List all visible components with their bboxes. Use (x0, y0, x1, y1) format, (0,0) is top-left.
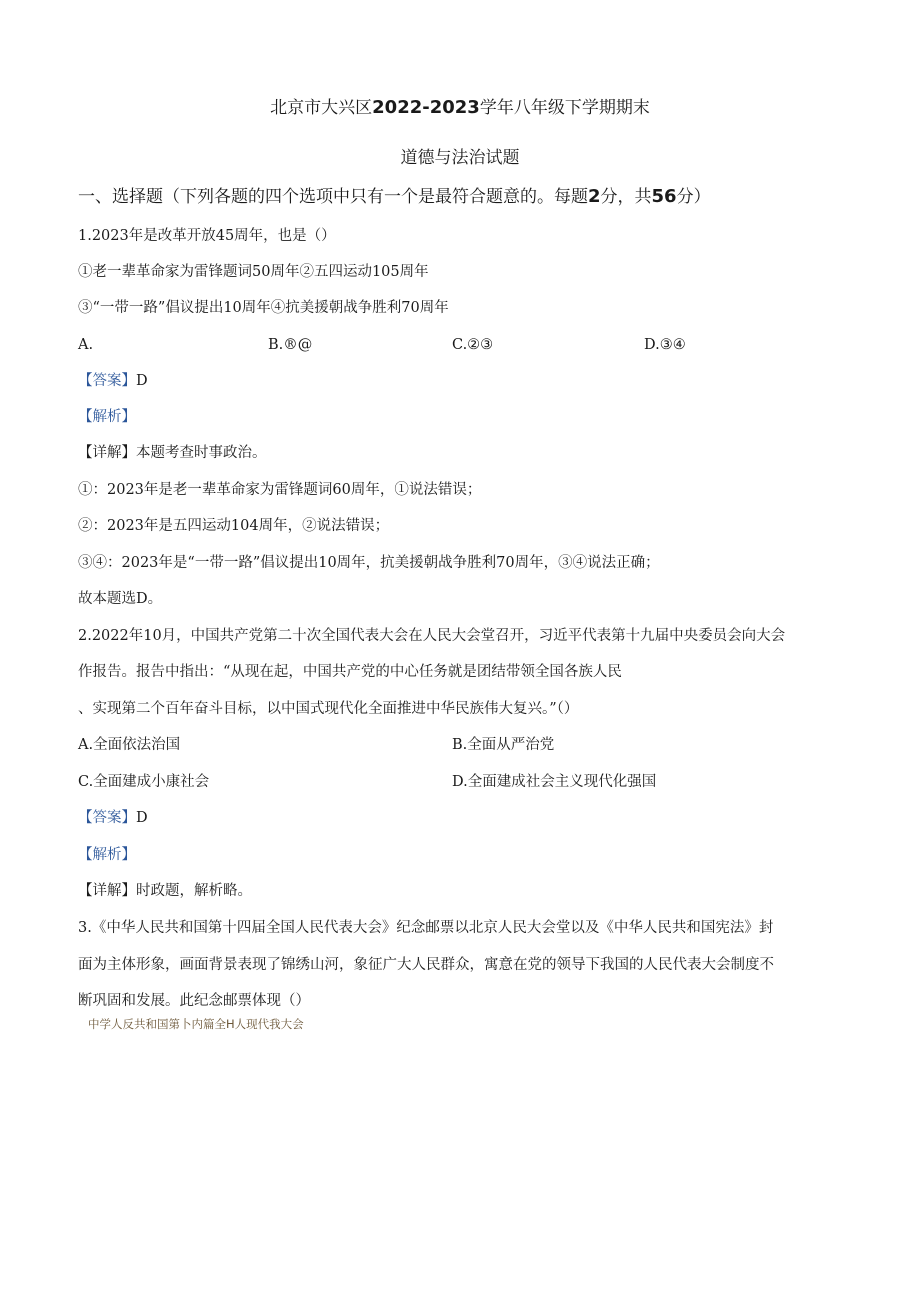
q1-option-b: B.®@ (268, 337, 313, 353)
q1-answer (78, 371, 148, 391)
q2-option-d: D.全面建成社会主义现代化强国 (452, 774, 657, 790)
q1-detail-tag: 【详解】 (78, 445, 136, 461)
q2-analysis-tag: 【解析】 (78, 847, 136, 863)
section-heading (78, 184, 711, 210)
q1-analysis-tag: 【解析】 (78, 409, 136, 425)
q2-answer (78, 808, 148, 828)
q2-stem-line-1: 2.2022年10月，中国共产党第二十次全国代表大会在人民大会堂召开，习近平代表第十九届中央委员会向大会 (78, 628, 786, 644)
q2-detail-text: 时政题，解析略。 (136, 883, 252, 899)
title-years: 2022-2023 (372, 97, 480, 118)
q1-option-c: C.②③ (452, 337, 494, 353)
section-suffix: 分） (676, 187, 711, 207)
section-total-score: 56 (651, 186, 677, 207)
exam-subtitle: 道德与法治试题 (400, 148, 520, 168)
stamp-image-caption: 中学人反共和国第卜内篇全H人现代我大会 (88, 1017, 304, 1031)
q3-stem-line-2: 面为主体形象，画面背景表现了锦绣山河，象征广大人民群众，寓意在党的领导下我国的人民代表大会制度不 (78, 957, 774, 973)
q1-detail-intro: 本题考查时事政治。 (136, 445, 267, 461)
section-mid: 分，共 (600, 187, 652, 207)
q1-item-2: ③“一带一路”倡议提出10周年④抗美援朝战争胜利70周年 (78, 300, 449, 316)
q2-answer-tag: 【答案】 (78, 810, 136, 826)
q1-stem: 1.2023年是改革开放45周年，也是（） (78, 228, 336, 244)
q2-option-b: B.全面从严治党 (452, 737, 555, 753)
q1-detail-line-3: ③④：2023年是“一带一路”倡议提出10周年，抗美援朝战争胜利70周年，③④说法正确； (78, 555, 660, 571)
q1-conclusion: 故本题选D。 (78, 591, 163, 607)
title-part1: 北京市大兴区 (270, 98, 373, 118)
q2-detail (78, 881, 252, 901)
q3-stem-line-1: 3.《中华人民共和国第十四届全国人民代表大会》纪念邮票以北京人民大会堂以及《中华人民共和国宪法》封 (78, 920, 774, 936)
q1-detail (78, 443, 267, 463)
section-prefix: 一、选择题（下列各题的四个选项中只有一个是最符合题意的。每题 (78, 187, 588, 207)
section-per-score: 2 (588, 186, 601, 207)
q2-stem-line-2: 作报告。报告中指出：“从现在起，中国共产党的中心任务就是团结带领全国各族人民 (78, 664, 622, 680)
q2-stem-line-3: 、实现第二个百年奋斗目标，以中国式现代化全面推进中华民族伟大复兴。”（） (78, 701, 579, 717)
q1-detail-line-1: ①：2023年是老一辈革命家为雷锋题词60周年，①说法错误； (78, 482, 482, 498)
exam-title (0, 96, 920, 120)
q1-item-1: ①老一辈革命家为雷锋题词50周年②五四运动105周年 (78, 264, 429, 280)
q1-answer-tag: 【答案】 (78, 373, 136, 389)
q3-stem-line-3: 断巩固和发展。此纪念邮票体现（） (78, 993, 310, 1009)
q1-option-a: A. (78, 337, 94, 353)
q1-answer-value: D (136, 373, 148, 389)
title-part2: 学年八年级下学期期末 (479, 98, 650, 118)
q2-option-c: C.全面建成小康社会 (78, 774, 210, 790)
q2-answer-value: D (136, 810, 148, 826)
q2-detail-tag: 【详解】 (78, 883, 136, 899)
q2-option-a: A.全面依法治国 (78, 737, 181, 753)
q1-option-d: D.③④ (644, 337, 686, 353)
q1-detail-line-2: ②：2023年是五四运动104周年，②说法错误； (78, 518, 390, 534)
